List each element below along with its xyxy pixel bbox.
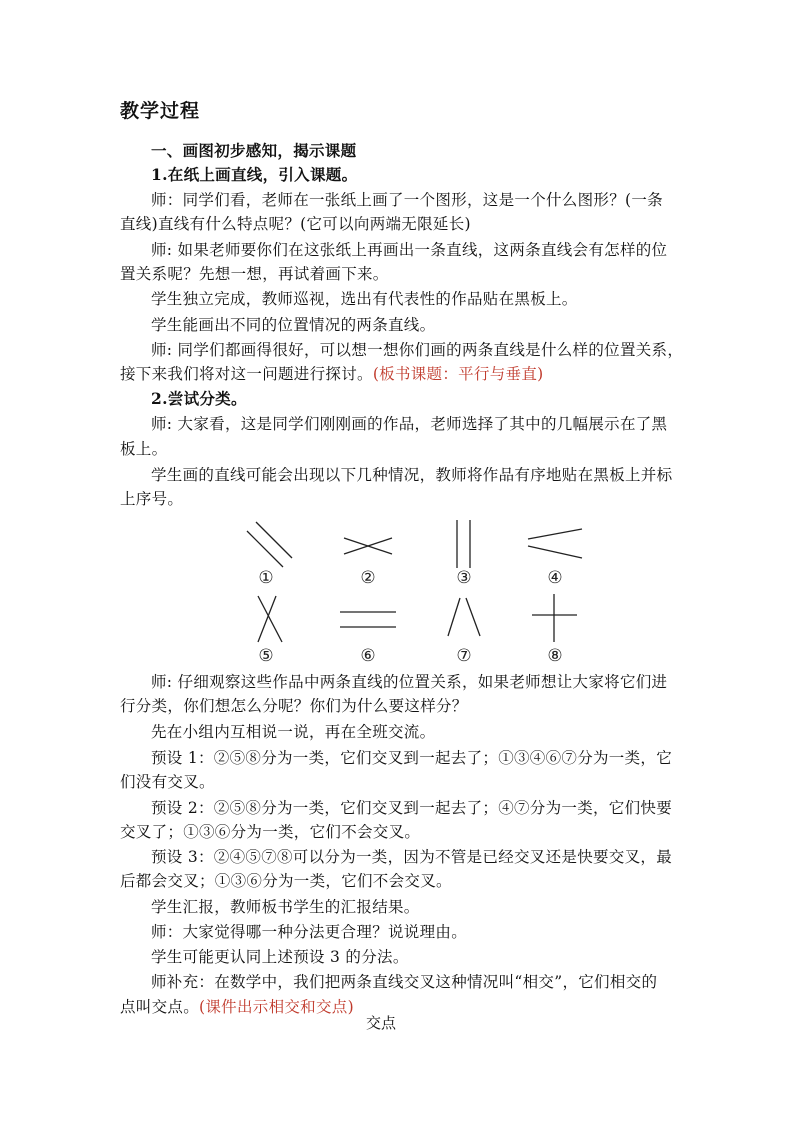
- paragraph-line: 预设 2：②⑤⑧分为一类，它们交叉到一起去了；④⑦分为一类，它们快要: [151, 799, 672, 817]
- paragraph-line: [120, 997, 676, 1017]
- fig5-label: ⑤: [258, 646, 274, 666]
- fig5-line-b: [258, 596, 276, 642]
- fig7-line-b: [466, 598, 480, 636]
- section-title: 教学过程: [120, 100, 201, 122]
- line-positions-figure: [226, 514, 606, 666]
- fig4-line-b: [528, 546, 582, 558]
- paragraph-line: 们没有交叉。: [120, 773, 215, 791]
- paragraph-line: 师: 仔细观察这些作品中两条直线的位置关系，如果老师想让大家将它们进: [151, 673, 668, 691]
- fig1-label: ①: [258, 568, 274, 588]
- subheading-1: 1.在纸上画直线，引入课题。: [151, 165, 358, 184]
- paragraph-line: 置关系呢？先想一想，再试着画下来。: [120, 265, 389, 283]
- fig6-label: ⑥: [360, 646, 376, 666]
- board-title-note: (板书课题：平行与垂直): [372, 365, 544, 383]
- subheading-2: 2.尝试分类。: [151, 389, 247, 408]
- figure-svg: [226, 514, 606, 666]
- paragraph-line: 师补充：在数学中，我们把两条直线交叉这种情况叫“相交”，它们相交的: [151, 973, 658, 991]
- paragraph-line: 板上。: [120, 440, 168, 458]
- paragraph-line: 行分类，你们想怎么分呢？你们为什么要这样分？: [120, 697, 468, 715]
- paragraph-line: 学生可能更认同上述预设 3 的分法。: [151, 948, 409, 966]
- paragraph-line: 后都会交叉；①③⑥分为一类，它们不会交叉。: [120, 872, 452, 890]
- fig8-label: ⑧: [547, 646, 563, 666]
- intersection-point-label: 交点: [366, 1014, 397, 1032]
- paragraph-text: 接下来我们将对这一问题进行探讨。: [120, 365, 373, 383]
- paragraph-line: 师：大家觉得哪一种分法更合理？说说理由。: [151, 923, 468, 941]
- fig4-line-a: [528, 529, 582, 539]
- paragraph-line: 先在小组内互相说一说，再在全班交流。: [151, 723, 436, 741]
- paragraph-line: 上序号。: [120, 490, 184, 508]
- paragraph-line: 师: 大家看，这是同学们刚刚画的作品，老师选择了其中的几幅展示在了黑: [151, 415, 668, 433]
- fig3-label: ③: [456, 568, 472, 588]
- fig7-line-a: [448, 598, 460, 636]
- paragraph-line: 学生能画出不同的位置情况的两条直线。: [151, 316, 436, 334]
- fig1-line-b: [247, 531, 283, 567]
- fig1-line-a: [256, 522, 292, 558]
- paragraph-line: 师：同学们看，老师在一张纸上画了一个图形，这是一个什么图形？(一条: [151, 191, 663, 209]
- paragraph-line: 师: 同学们都画得很好，可以想一想你们画的两条直线是什么样的位置关系，: [151, 341, 684, 359]
- paragraph-line: 学生画的直线可能会出现以下几种情况，教师将作品有序地贴在黑板上并标: [151, 466, 673, 484]
- paragraph-line: 学生独立完成，教师巡视，选出有代表性的作品贴在黑板上。: [151, 290, 578, 308]
- fig7-label: ⑦: [456, 646, 472, 666]
- paragraph-line: [120, 364, 676, 384]
- heading-1: 一、画图初步感知，揭示课题: [151, 141, 357, 160]
- fig5-line-a: [258, 596, 282, 642]
- courseware-note: (课件出示相交和交点): [199, 998, 354, 1016]
- fig2-label: ②: [360, 568, 376, 588]
- paragraph-line: 学生汇报，教师板书学生的汇报结果。: [151, 898, 420, 916]
- paragraph-line: 师: 如果老师要你们在这张纸上再画出一条直线，这两条直线会有怎样的位: [151, 241, 668, 259]
- paragraph-text: 点叫交点。: [120, 998, 200, 1016]
- paragraph-line: 交叉了；①③⑥分为一类，它们不会交叉。: [120, 823, 421, 841]
- paragraph-line: 预设 3：②④⑤⑦⑧可以分为一类，因为不管是已经交叉还是快要交叉，最: [151, 848, 672, 866]
- fig4-label: ④: [547, 568, 563, 588]
- paragraph-line: 预设 1：②⑤⑧分为一类，它们交叉到一起去了；①③④⑥⑦分为一类，它: [151, 749, 672, 767]
- paragraph-line: 直线)直线有什么特点呢？(它可以向两端无限延长): [120, 215, 471, 233]
